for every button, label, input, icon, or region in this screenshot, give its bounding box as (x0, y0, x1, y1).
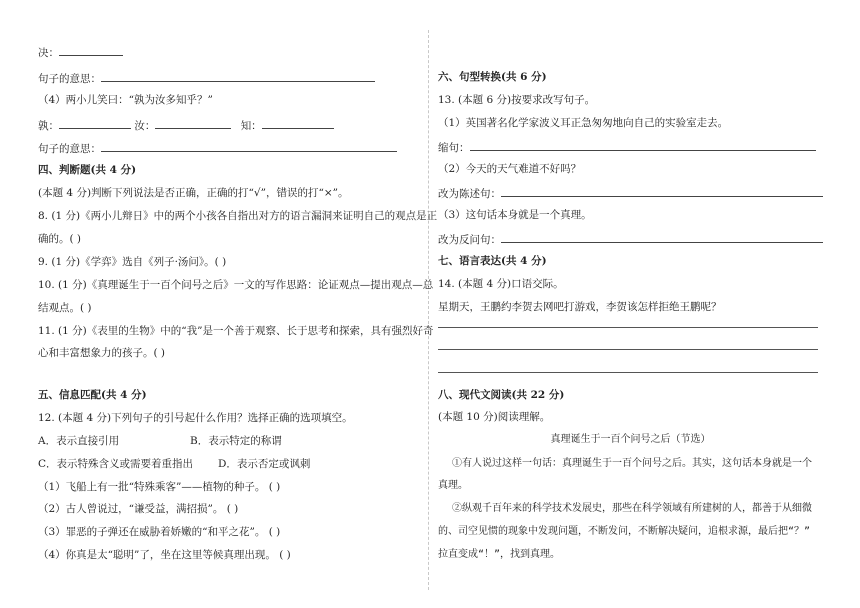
label-rhetorical: 改为反问句： (438, 234, 501, 246)
question-11-line-2: 心和丰富想象力的孩子。( ) (38, 347, 166, 359)
label-meaning-1: 句子的意思： (38, 73, 101, 85)
answer-line-rhetorical (438, 231, 823, 247)
label-zhi: 知： (240, 120, 262, 132)
blank-condense[interactable] (470, 139, 816, 151)
question-11-line-1: 11. (1 分)《表里的生物》中的“我”是一个善于观察、长于思考和探索，具有强烈好奇 (38, 325, 434, 337)
option-b: B．表示特定的称谓 (190, 435, 282, 447)
question-13-intro: 13. (本题 6 分)按要求改写句子。 (438, 94, 596, 106)
answer-rule-1[interactable] (438, 327, 818, 328)
label-meaning-2: 句子的意思： (38, 143, 101, 155)
section-7-title: 七、语言表达(共 4 分) (438, 255, 547, 267)
question-10-line-2: 结观点。( ) (38, 302, 92, 314)
reading-intro: (本题 10 分)阅读理解。 (438, 411, 551, 423)
label-shu: 孰： (38, 120, 59, 132)
label-ru: 汝： (134, 120, 156, 132)
section-6-title: 六、句型转换(共 6 分) (438, 71, 547, 83)
left-column (38, 0, 438, 608)
match-sentence-4: （4）你真是太“聪明”了，坐在这里等候真理出现。 ( ) (38, 549, 291, 561)
blank-statement[interactable] (501, 185, 823, 197)
label-condense: 缩句： (438, 142, 470, 154)
answer-line-jue (38, 44, 123, 60)
rewrite-item-1: （1）英国著名化学家波义耳正急匆匆地向自己的实验室走去。 (438, 117, 729, 129)
question-12-intro: 12. (本题 4 分)下列句子的引号起什么作用？选择正确的选项填空。 (38, 412, 353, 424)
blank-ru[interactable] (155, 117, 231, 129)
option-d: D．表示否定或讽刺 (218, 458, 311, 470)
answer-rule-3[interactable] (438, 372, 818, 373)
blank-shu[interactable] (59, 117, 131, 129)
right-column (438, 0, 823, 608)
section-4-title: 四、判断题(共 4 分) (38, 164, 137, 176)
column-divider (428, 30, 429, 590)
blank-zhi[interactable] (262, 117, 334, 129)
paragraph-2-line-3: 拉直变成“！”，找到真理。 (438, 549, 561, 560)
question-10-line-1: 10. (1 分)《真理诞生于一百个问号之后》一文的写作思路：论证观点—提出观点—总 (38, 279, 434, 291)
section-8-title: 八、现代文阅读(共 22 分) (438, 389, 565, 401)
match-sentence-2: （2）古人曾说过，“谦受益，满招损”。 ( ) (38, 503, 239, 515)
sentence-meaning-line-1 (38, 70, 375, 86)
sentence-meaning-line-2 (38, 140, 397, 156)
paragraph-2-line-2: 的、司空见惯的现象中发现问题，不断发问，不断解决疑问，追根求源，最后把“？” (438, 526, 811, 537)
match-sentence-3: （3）罪恶的子弹还在威胁着娇嫩的“和平之花”。 ( ) (38, 526, 281, 538)
option-a: A．表示直接引用 (38, 435, 120, 447)
blank-meaning-2[interactable] (101, 140, 397, 152)
question-8-line-1: 8. (1 分)《两小儿辩日》中的两个小孩各自指出对方的语言漏洞来证明自己的观点是正 (38, 210, 438, 222)
word-explain-line (38, 117, 334, 133)
rewrite-item-3: （3）这句话本身就是一个真理。 (438, 209, 592, 221)
question-8-line-2: 确的。( ) (38, 233, 82, 245)
option-c: C．表示特殊含义或需要着重指出 (38, 458, 194, 470)
section-5-title: 五、信息匹配(共 4 分) (38, 389, 147, 401)
answer-line-statement (438, 185, 823, 201)
paragraph-1-line-2: 真理。 (438, 480, 468, 491)
rewrite-item-2: （2）今天的天气难道不好吗？ (438, 163, 582, 175)
article-title: 真理诞生于一百个问号之后（节选） (550, 434, 711, 445)
question-9: 9. (1 分)《学弈》选自《列子·汤问》。( ) (38, 256, 227, 268)
label-jue: 决： (38, 47, 59, 59)
label-statement: 改为陈述句： (438, 188, 501, 200)
match-sentence-1: （1）飞船上有一批“特殊乘客”——植物的种子。 ( ) (38, 481, 281, 493)
blank-rhetorical[interactable] (501, 231, 823, 243)
section-4-intro: (本题 4 分)判断下列说法是否正确，正确的打“√”，错误的打“×”。 (38, 187, 349, 199)
answer-line-condense (438, 139, 816, 155)
question-14-text: 星期天，王鹏约李贺去网吧打游戏，李贺该怎样拒绝王鹏呢？ (438, 301, 722, 313)
answer-rule-2[interactable] (438, 349, 818, 350)
blank-jue[interactable] (59, 44, 123, 56)
paragraph-1-line-1: ①有人说过这样一句话：真理诞生于一百个问号之后。其实，这句话本身就是一个 (452, 458, 812, 469)
item-4-text: （4）两小儿笑曰：“孰为汝多知乎？” (38, 94, 213, 106)
blank-meaning-1[interactable] (101, 70, 375, 82)
question-14-intro: 14. (本题 4 分)口语交际。 (438, 278, 564, 290)
paragraph-2-line-1: ②纵观千百年来的科学技术发展史，那些在科学领域有所建树的人，都善于从细微 (452, 503, 812, 514)
